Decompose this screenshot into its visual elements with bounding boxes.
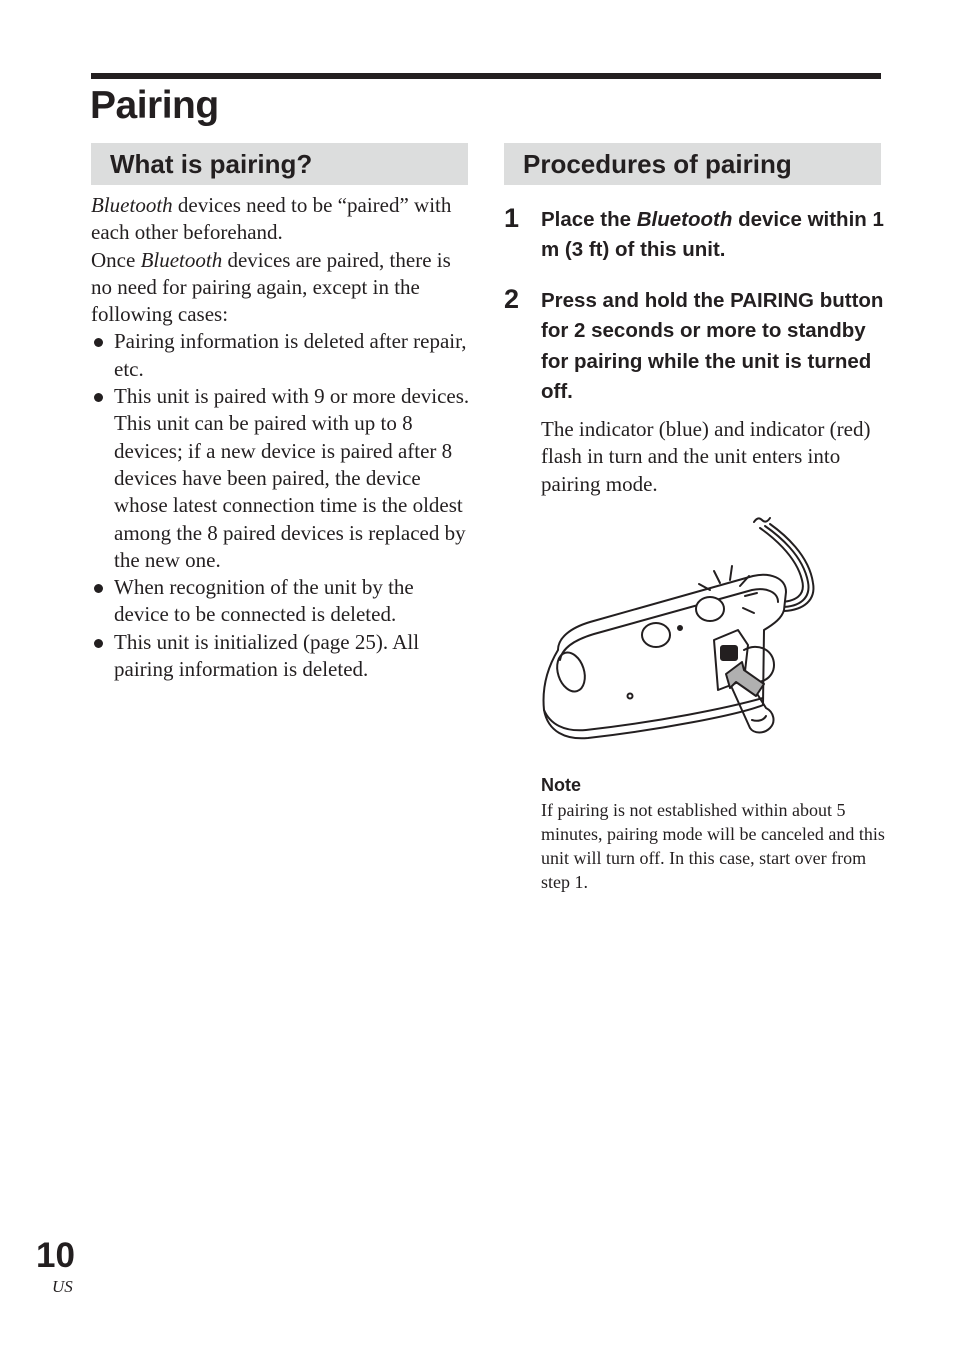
step-1-text: Place the Bluetooth device within 1 m (3 ft) of this unit.	[541, 208, 884, 262]
headset-body	[544, 575, 786, 739]
headset-pairing-illustration	[538, 510, 828, 750]
section-heading-what-is-pairing: What is pairing?	[91, 143, 468, 185]
list-item: Pairing information is deleted after repair, etc.	[91, 328, 471, 383]
cases-list	[91, 328, 471, 683]
step-2-description: The indicator (blue) and indicator (red) flash in turn and the unit enters into pairing mode.	[541, 417, 871, 496]
what-is-pairing-body	[91, 192, 471, 683]
section-heading-procedures: Procedures of pairing	[504, 143, 881, 185]
step-number-1: 1	[504, 203, 520, 233]
note-text: If pairing is not established within about 5 minutes, pairing mode will be canceled and this unit will turn off. In this case, start over from step 1.	[541, 800, 885, 892]
page-region-code: US	[52, 1277, 73, 1296]
top-rule	[91, 73, 881, 79]
list-item: When recognition of the unit by the device to be connected is deleted.	[91, 574, 471, 629]
page-title: Pairing	[90, 84, 219, 127]
list-item: This unit is paired with 9 or more devices. This unit can be paired with up to 8 devices; if a new device is paired after 8 devices have been paired, the device whose latest connection time is the oldest among the 8 paired devices is replaced by the new one.	[91, 383, 471, 574]
intro-paragraph-2: Once Bluetooth devices are paired, there is no need for pairing again, except in the following cases:	[91, 247, 451, 327]
note-title: Note	[541, 775, 581, 795]
step-2-text: Press and hold the PAIRING button for 2 seconds or more to standby for pairing while the unit is turned off.	[541, 289, 884, 403]
page-number: 10	[36, 1236, 75, 1275]
step-number-2: 2	[504, 284, 520, 314]
intro-paragraph-1: Bluetooth devices need to be “paired” with each other beforehand.	[91, 193, 452, 245]
list-item: This unit is initialized (page 25). All pairing information is deleted.	[91, 629, 471, 684]
